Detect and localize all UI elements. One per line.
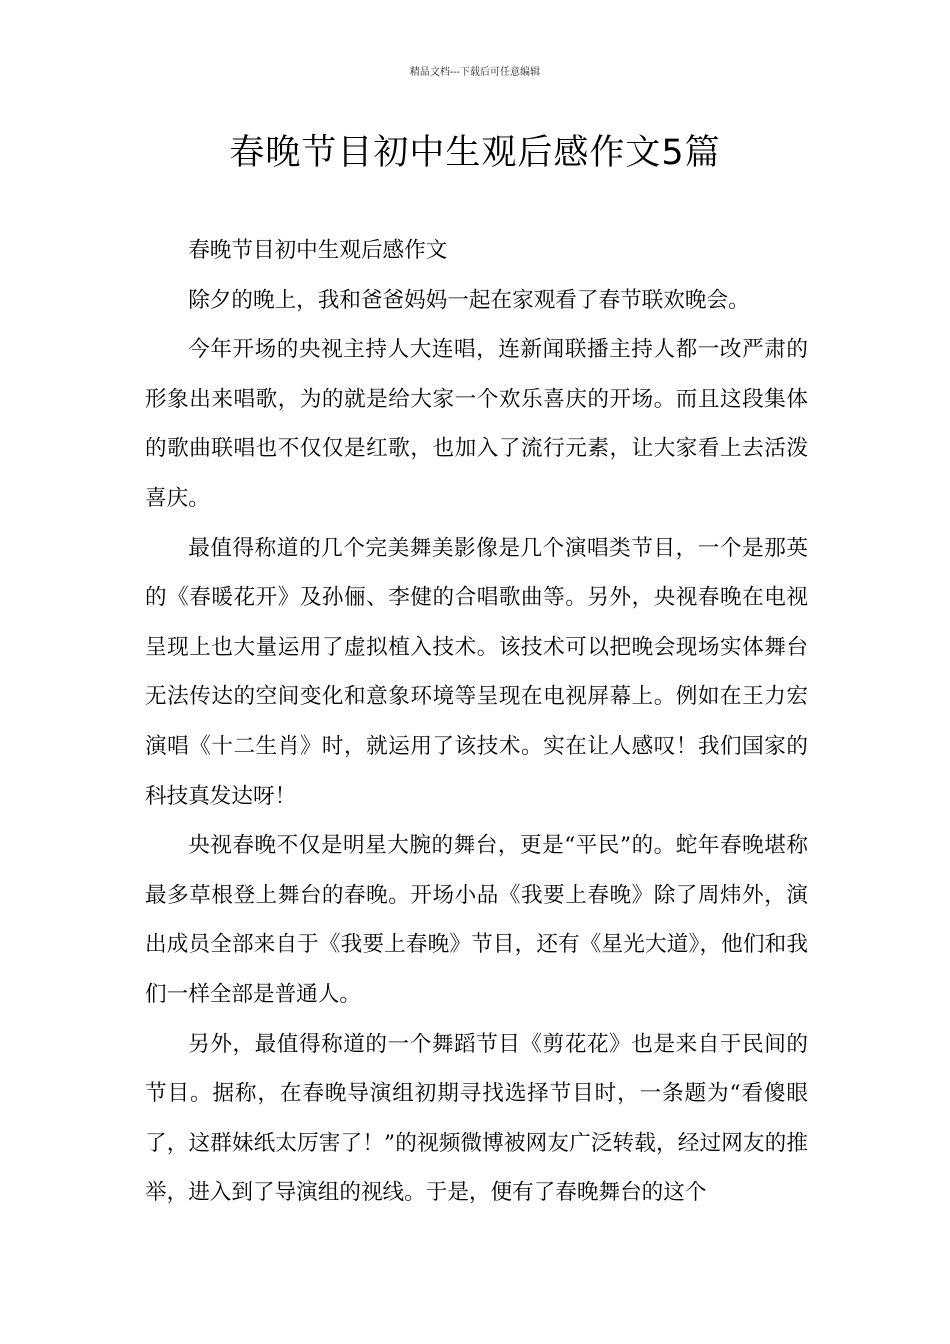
paragraph: 央视春晚不仅是明星大腕的舞台，更是“平民”的。蛇年春晚堪称最多草根登上舞台的春晚。开场小品《我要上春晚》除了周炜外，演出成员全部来自于《我要上春晚》节目，还有《星光大道》，他们和我们一样全部是普通人。 bbox=[145, 833, 808, 1007]
paragraph-subtitle: 春晚节目初中生观后感作文 bbox=[188, 238, 448, 263]
paragraph: 最值得称道的几个完美舞美影像是几个演唱类节目，一个是那英的《春暖花开》及孙俪、李健的合唱歌曲等。另外，央视春晚在电视呈现上也大量运用了虚拟植入技术。该技术可以把晚会现场实体舞台无法传达的空间变化和意象环境等呈现在电视屏幕上。例如在王力宏演唱《十二生肖》时，就运用了该技术。实在让人感叹！我们国家的科技真发达呀！ bbox=[145, 535, 808, 809]
paragraph: 今年开场的央视主持人大连唱，连新闻联播主持人都一改严肃的形象出来唱歌，为的就是给大家一个欢乐喜庆的开场。而且这段集体的歌曲联唱也不仅仅是红歌，也加入了流行元素，让大家看上去活泼喜庆。 bbox=[145, 337, 808, 511]
paragraph: 除夕的晚上，我和爸爸妈妈一起在家观看了春节联欢晚会。 bbox=[188, 287, 750, 313]
paragraph: 另外，最值得称道的一个舞蹈节目《剪花花》也是来自于民间的节目。据称，在春晚导演组初期寻找选择节目时，一条题为“看傻眼了，这群妹纸太厉害了！”的视频微博被网友广泛转载，经过网友的推举，进入到了导演组的视线。于是，便有了春晚舞台的这个 bbox=[145, 1031, 808, 1206]
header-note: 精品文档---下载后可任意编辑 bbox=[409, 67, 541, 78]
document-title: 春晚节目初中生观后感作文5篇 bbox=[229, 133, 721, 173]
document-body bbox=[145, 226, 808, 1218]
